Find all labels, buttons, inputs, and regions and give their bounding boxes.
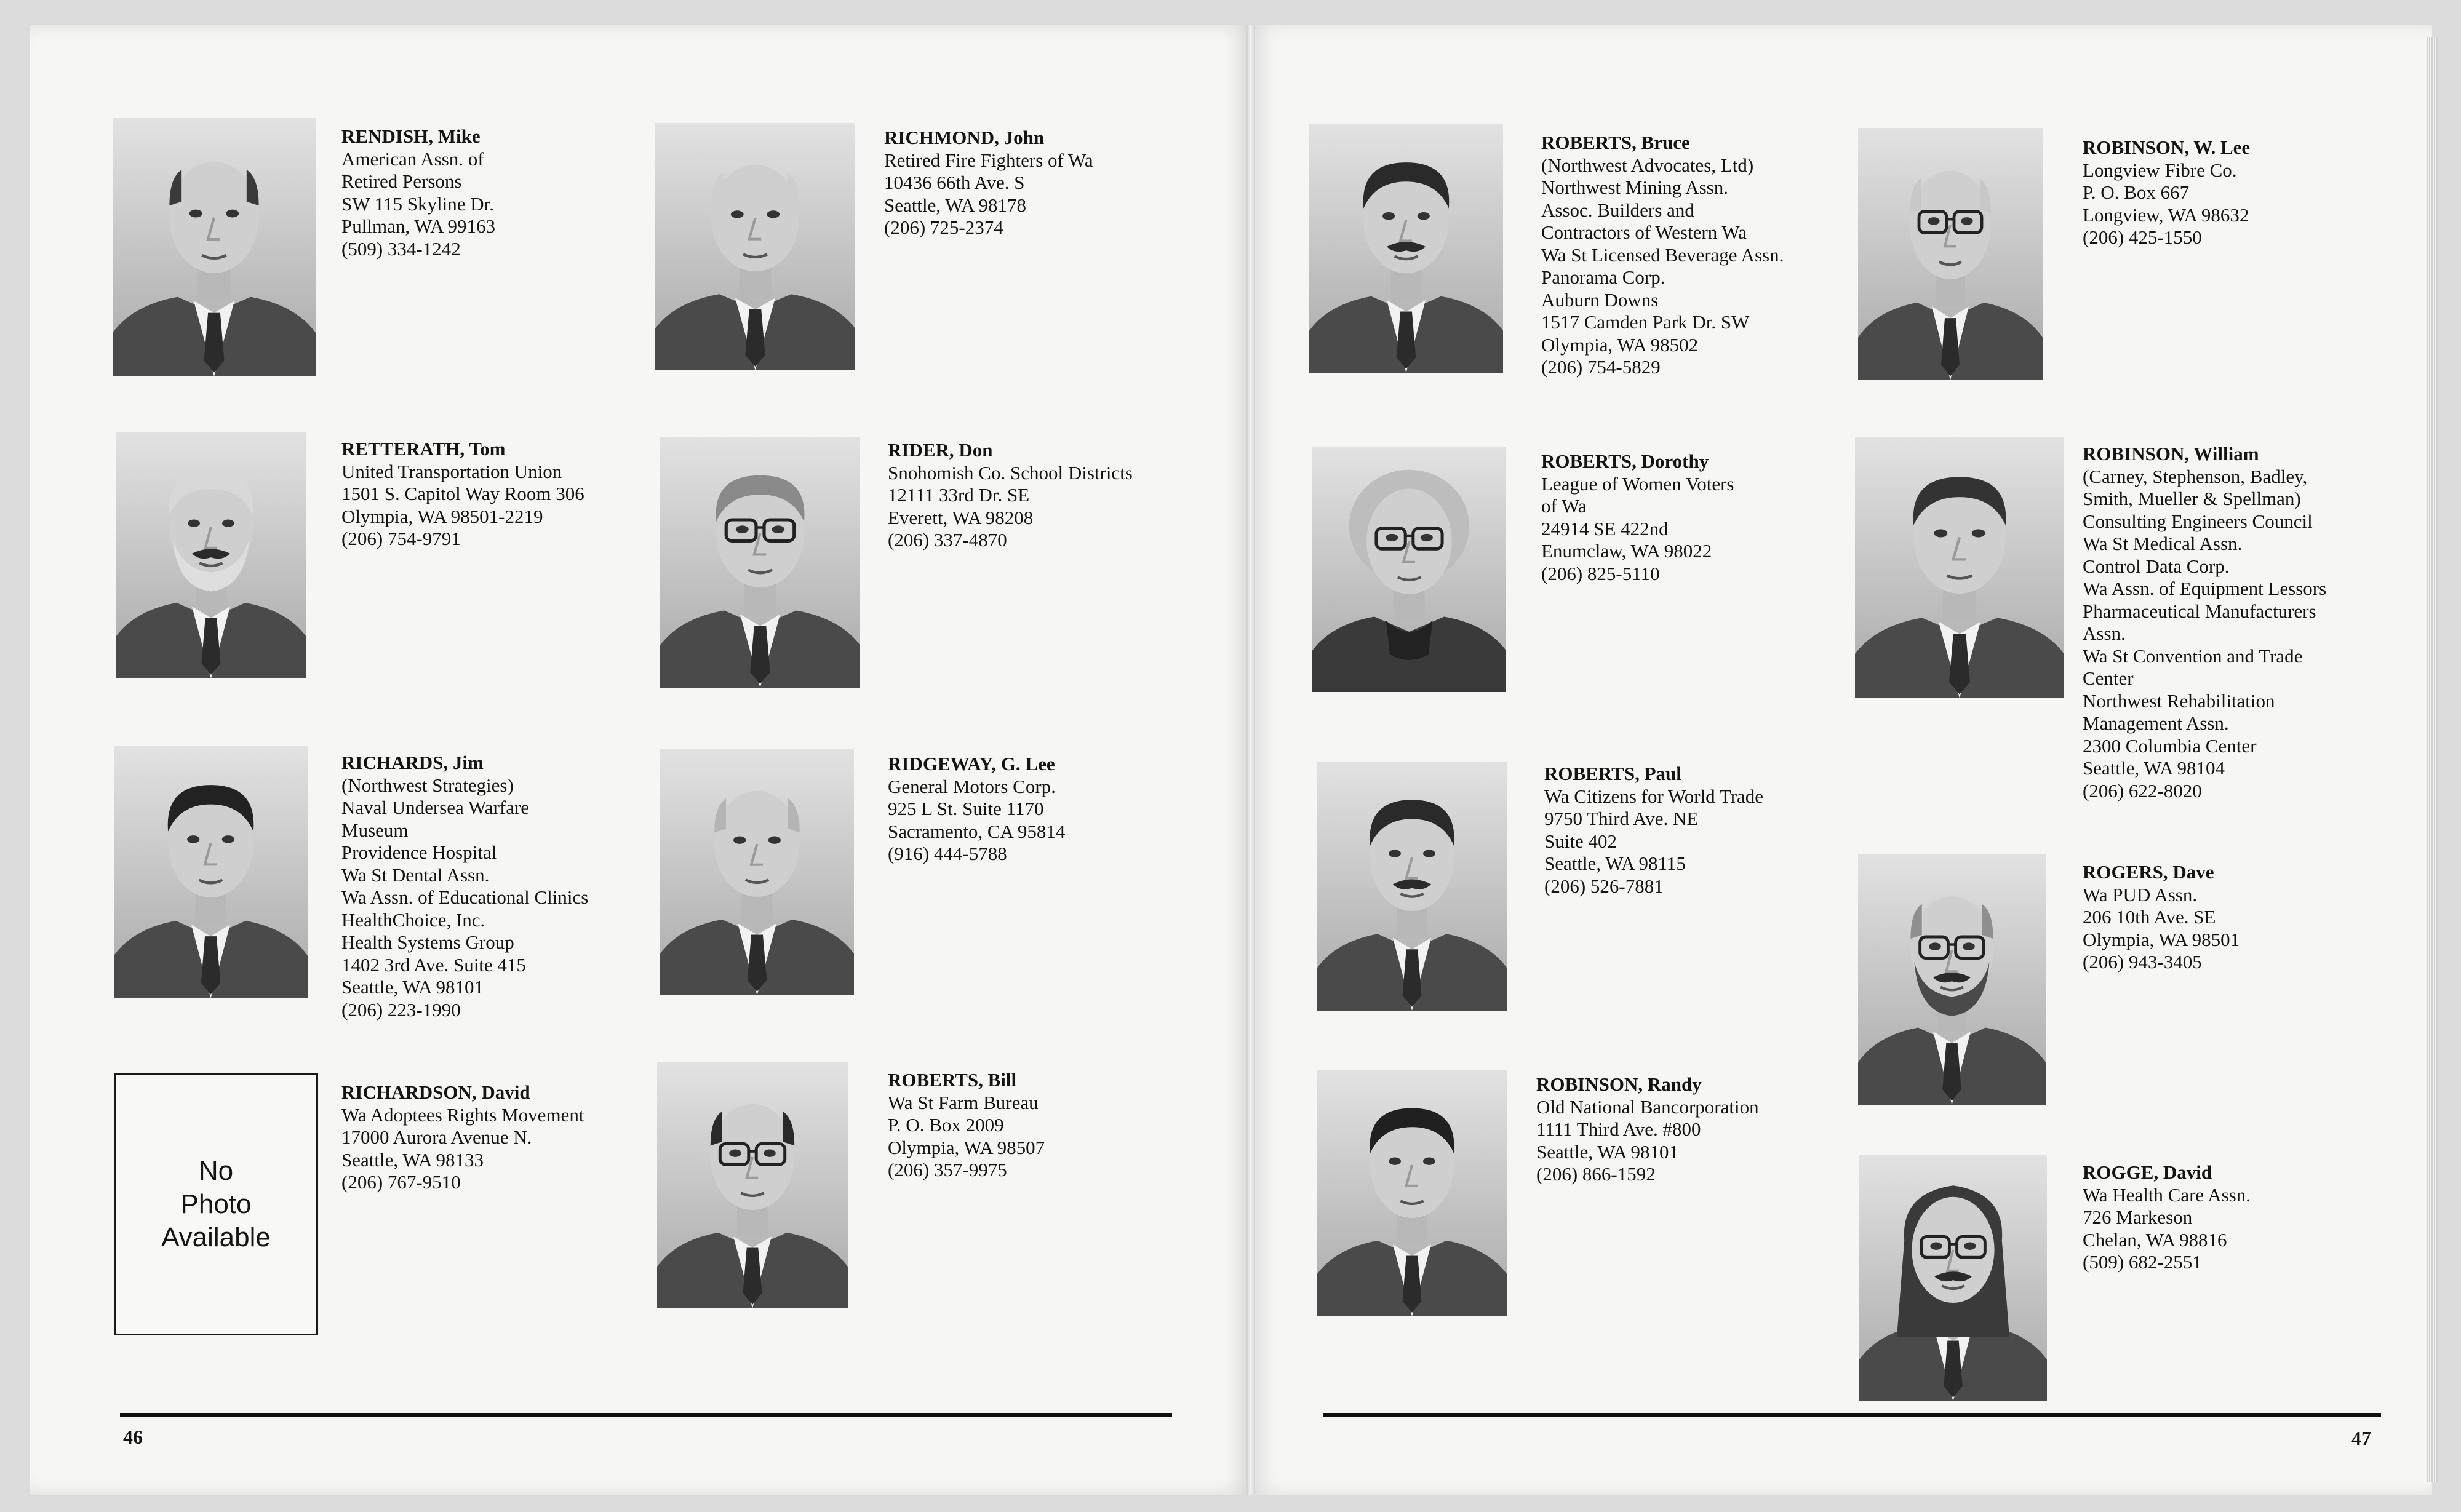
entry-detail-line: Seattle, WA 98115	[1544, 853, 1686, 874]
portrait-photo-retterath-tom	[116, 432, 306, 678]
entry-detail-line: Pharmaceutical Manufacturers	[2083, 600, 2316, 622]
entry-name: RETTERATH, Tom	[341, 438, 506, 460]
entry-detail-line: of Wa	[1541, 495, 1587, 517]
entry-detail-line: (Northwest Strategies)	[341, 774, 514, 796]
directory-entry-richards-jim	[341, 752, 588, 1021]
entry-detail-line: (206) 866-1592	[1536, 1163, 1656, 1185]
portrait-photo-roberts-dorothy	[1312, 447, 1506, 692]
directory-entry-robinson-randy	[1536, 1073, 1759, 1186]
entry-detail-line: (509) 334-1242	[341, 237, 461, 260]
entry-detail-line: Sacramento, CA 95814	[888, 820, 1066, 842]
entry-detail-line: 1501 S. Capitol Way Room 306	[341, 483, 584, 504]
entry-detail-line: Wa St Dental Assn.	[341, 864, 490, 886]
entry-name: RICHARDS, Jim	[341, 752, 484, 773]
entry-detail-line: (509) 682-2551	[2083, 1251, 2202, 1273]
entry-detail-line: Wa Adoptees Rights Movement	[341, 1104, 584, 1126]
entry-detail-line: Providence Hospital	[341, 842, 497, 863]
directory-entry-rider-don	[888, 439, 1133, 552]
portrait-photo-robinson-randy	[1317, 1070, 1507, 1316]
entry-detail-line: P. O. Box 667	[2083, 181, 2190, 203]
entry-detail-line: (206) 725-2374	[884, 217, 1003, 238]
directory-entry-roberts-paul	[1544, 763, 1763, 897]
portrait-photo-robinson-william	[1855, 437, 2064, 698]
entry-detail-line: Smith, Mueller & Spellman)	[2083, 488, 2301, 509]
entry-detail-line: Control Data Corp.	[2083, 555, 2230, 577]
entry-detail-line: Olympia, WA 98501	[2083, 928, 2240, 950]
entry-detail-line: Wa Assn. of Educational Clinics	[341, 886, 589, 908]
entry-name: RIDER, Don	[888, 439, 993, 461]
entry-detail-line: Assoc. Builders and	[1541, 199, 1694, 221]
entry-detail-line: 10436 66th Ave. S	[884, 172, 1025, 193]
entry-detail-line: 1517 Camden Park Dr. SW	[1541, 311, 1750, 333]
portrait-photo-rider-don	[660, 437, 860, 688]
entry-detail-line: 17000 Aurora Avenue N.	[341, 1126, 532, 1148]
entry-detail-line: Seattle, WA 98104	[2083, 757, 2225, 779]
entry-name: RICHARDSON, David	[341, 1081, 530, 1103]
footer-rule-right	[1323, 1413, 2381, 1417]
page-edges	[2427, 37, 2438, 1482]
entry-detail-line: 1402 3rd Ave. Suite 415	[341, 953, 526, 976]
entry-name: ROBERTS, Paul	[1544, 763, 1681, 784]
portrait-photo-ridgeway-g-lee	[660, 749, 854, 995]
entry-detail-line: American Assn. of	[341, 148, 484, 170]
directory-entry-roberts-bill	[888, 1069, 1045, 1182]
directory-entry-richardson-david	[341, 1081, 584, 1194]
entry-detail-line: General Motors Corp.	[888, 775, 1056, 797]
entry-detail-line: Pullman, WA 99163	[341, 215, 496, 237]
entry-detail-line: (916) 444-5788	[888, 843, 1007, 864]
entry-detail-line: Museum	[341, 819, 409, 841]
entry-name: RIDGEWAY, G. Lee	[888, 753, 1055, 774]
entry-name: ROBERTS, Bill	[888, 1069, 1017, 1091]
portrait-photo-richmond-john	[655, 123, 855, 370]
entry-detail-line: Longview Fibre Co.	[2083, 159, 2237, 181]
entry-detail-line: Olympia, WA 98507	[888, 1136, 1045, 1158]
entry-detail-line: Seattle, WA 98101	[341, 976, 484, 998]
entry-detail-line: Health Systems Group	[341, 931, 514, 953]
entry-detail-line: 2300 Columbia Center	[2083, 734, 2257, 757]
directory-entry-rogers-dave	[2083, 861, 2240, 974]
entry-detail-line: Everett, WA 98208	[888, 506, 1034, 528]
entry-detail-line: Retired Fire Fighters of Wa	[884, 149, 1093, 171]
entry-detail-line: Management Assn.	[2083, 712, 2229, 734]
entry-detail-line: Olympia, WA 98502	[1541, 333, 1699, 356]
portrait-photo-robinson-w-lee	[1858, 128, 2043, 380]
entry-detail-line: SW 115 Skyline Dr.	[341, 193, 495, 215]
entry-detail-line: (Carney, Stephenson, Badley,	[2083, 465, 2308, 487]
entry-detail-line: Northwest Mining Assn.	[1541, 177, 1728, 198]
entry-detail-line: Retired Persons	[341, 170, 462, 192]
portrait-photo-roberts-bill	[657, 1062, 848, 1308]
entry-detail-line: Wa St Medical Assn.	[2083, 533, 2243, 554]
entry-detail-line: (206) 337-4870	[888, 529, 1007, 551]
directory-entry-richmond-john	[884, 127, 1093, 239]
no-photo-line: Available	[161, 1222, 271, 1252]
directory-entry-roberts-bruce	[1541, 132, 1784, 379]
entry-detail-line: (206) 622-8020	[2083, 779, 2202, 802]
no-photo-line: Photo	[180, 1189, 252, 1219]
entry-detail-line: Naval Undersea Warfare	[341, 797, 530, 818]
footer-rule-left	[120, 1413, 1172, 1417]
entry-detail-line: League of Women Voters	[1541, 472, 1734, 495]
entry-detail-line: Wa St Licensed Beverage Assn.	[1541, 244, 1784, 266]
entry-detail-line: 12111 33rd Dr. SE	[888, 484, 1030, 506]
entry-detail-line: Wa St Convention and Trade	[2083, 645, 2303, 667]
portrait-photo-rogers-dave	[1858, 854, 2046, 1105]
entry-detail-line: (206) 357-9975	[888, 1159, 1007, 1180]
directory-entry-rogge-david	[2083, 1161, 2251, 1274]
entry-detail-line: Wa Health Care Assn.	[2083, 1184, 2251, 1206]
entry-detail-line: (206) 767-9510	[341, 1171, 461, 1193]
entry-detail-line: Wa St Farm Bureau	[888, 1091, 1039, 1113]
entry-detail-line: Snohomish Co. School Districts	[888, 461, 1133, 483]
entry-detail-line: 726 Markeson	[2083, 1206, 2193, 1228]
entry-detail-line: Enumclaw, WA 98022	[1541, 540, 1712, 562]
entry-detail-line: 925 L St. Suite 1170	[888, 798, 1044, 819]
entry-detail-line: P. O. Box 2009	[888, 1114, 1004, 1136]
entry-detail-line: Longview, WA 98632	[2083, 204, 2249, 226]
entry-name: RICHMOND, John	[884, 127, 1045, 148]
entry-detail-line: United Transportation Union	[341, 460, 562, 482]
entry-detail-line: Consulting Engineers Council	[2083, 510, 2313, 532]
entry-detail-line: (Northwest Advocates, Ltd)	[1541, 154, 1754, 176]
entry-detail-line: 9750 Third Ave. NE	[1544, 808, 1699, 829]
portrait-photo-richards-jim	[114, 746, 308, 998]
entry-name: ROGERS, Dave	[2083, 861, 2214, 883]
entry-detail-line: (206) 754-5829	[1541, 356, 1661, 378]
entry-detail-line: Wa Citizens for World Trade	[1544, 785, 1764, 807]
entry-detail-line: Seattle, WA 98133	[341, 1148, 484, 1171]
entry-name: ROBINSON, Randy	[1536, 1073, 1702, 1095]
no-photo-line: No	[198, 1156, 234, 1186]
entry-detail-line: Wa PUD Assn.	[2083, 883, 2198, 905]
entry-name: ROBERTS, Dorothy	[1541, 450, 1709, 472]
entry-name: ROBINSON, William	[2083, 443, 2259, 464]
entry-detail-line: 24914 SE 422nd	[1541, 517, 1669, 539]
entry-detail-line: Auburn Downs	[1541, 288, 1659, 311]
portrait-photo-rogge-david	[1859, 1155, 2047, 1401]
entry-detail-line: Old National Bancorporation	[1536, 1096, 1759, 1118]
entry-detail-line: HealthChoice, Inc.	[341, 909, 485, 931]
entry-detail-line: (206) 754-9791	[341, 528, 461, 549]
entry-detail-line: Wa Assn. of Equipment Lessors	[2083, 578, 2327, 599]
no-photo-placeholder	[114, 1073, 318, 1335]
entry-detail-line: (206) 825-5110	[1541, 562, 1660, 584]
page-number-right: 47	[2351, 1427, 2371, 1449]
directory-entry-rendish-mike	[341, 125, 495, 260]
entry-detail-line: Northwest Rehabilitation	[2083, 690, 2275, 712]
entry-detail-line: 1111 Third Ave. #800	[1536, 1118, 1701, 1140]
entry-detail-line: Panorama Corp.	[1541, 266, 1665, 288]
directory-entry-robinson-william	[2083, 443, 2326, 802]
entry-name: RENDISH, Mike	[341, 125, 481, 147]
entry-detail-line: (206) 425-1550	[2083, 226, 2202, 248]
entry-detail-line: Center	[2083, 667, 2134, 689]
portrait-photo-rendish-mike	[113, 118, 316, 376]
entry-detail-line: (206) 526-7881	[1544, 875, 1664, 897]
page-number-left: 46	[123, 1426, 143, 1448]
book-spine	[1246, 25, 1255, 1495]
entry-name: ROGGE, David	[2083, 1161, 2212, 1183]
entry-detail-line: Seattle, WA 98178	[884, 194, 1027, 216]
entry-detail-line: Assn.	[2083, 623, 2126, 644]
entry-detail-line: (206) 223-1990	[341, 998, 461, 1021]
entry-detail-line: Suite 402	[1544, 830, 1617, 852]
entry-detail-line: Chelan, WA 98816	[2083, 1228, 2227, 1251]
portrait-photo-roberts-bruce	[1309, 124, 1503, 373]
entry-name: ROBINSON, W. Lee	[2083, 137, 2251, 158]
entry-detail-line: Olympia, WA 98501-2219	[341, 505, 543, 527]
entry-detail-line: (206) 943-3405	[2083, 951, 2202, 973]
directory-entry-ridgeway-g-lee	[888, 753, 1065, 865]
entry-detail-line: Contractors of Western Wa	[1541, 221, 1747, 243]
entry-detail-line: Seattle, WA 98101	[1536, 1140, 1679, 1163]
directory-entry-roberts-dorothy	[1541, 450, 1734, 585]
entry-detail-line: 206 10th Ave. SE	[2083, 906, 2216, 928]
directory-entry-retterath-tom	[341, 438, 584, 551]
portrait-photo-roberts-paul	[1317, 762, 1507, 1011]
directory-entry-robinson-w-lee	[2083, 137, 2250, 249]
entry-name: ROBERTS, Bruce	[1541, 132, 1690, 153]
